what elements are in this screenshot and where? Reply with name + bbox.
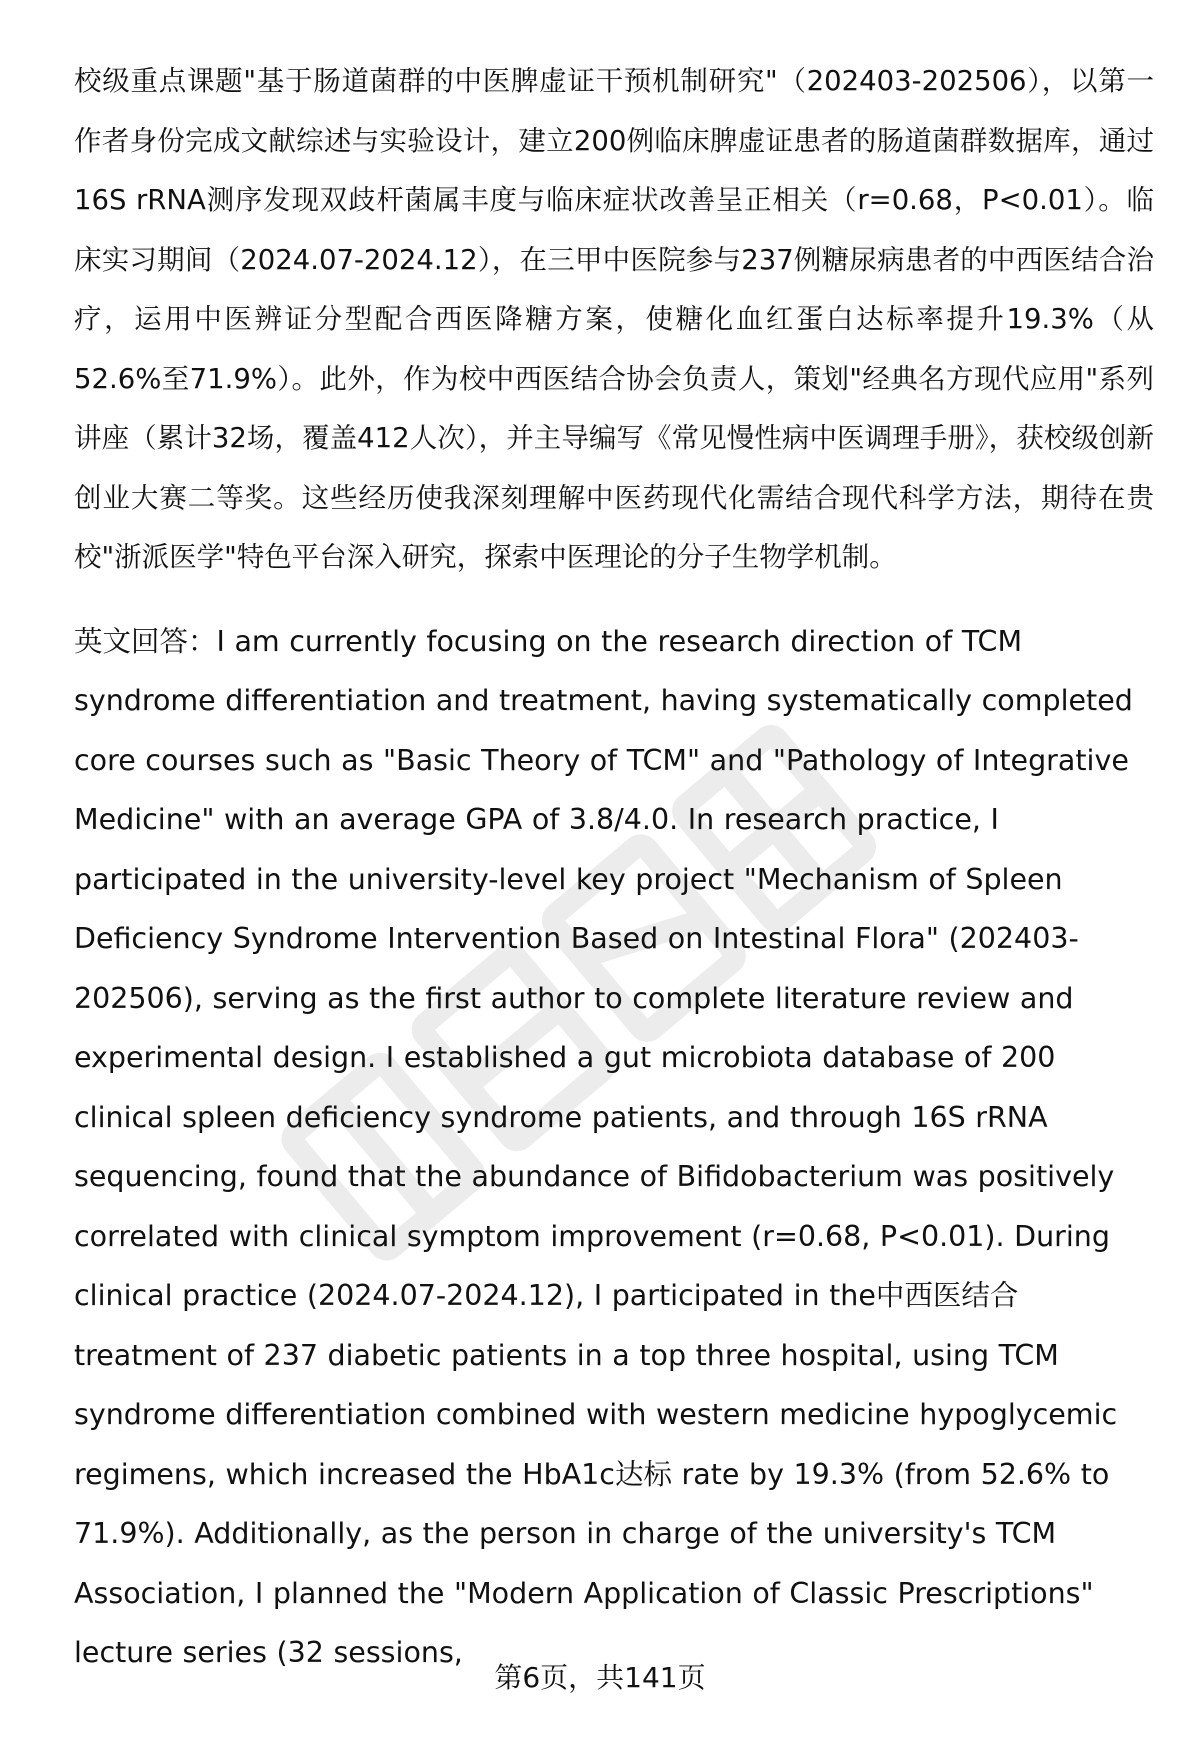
page-number: 第6页，共141页 — [494, 1661, 706, 1694]
document-page — [74, 52, 1154, 1683]
paragraph-english: 英文回答：I am currently focusing on the research direction of TCM syndrome differentiation and treatment, having systematically completed core courses such as "Basic Theory of TCM" and "Pathology of Integrative Medicine" with an average GPA of 3.8/4.0. In research practice, I participated in the university-level key project "Mechanism of Spleen Deficiency Syndrome Intervention Based on Intestinal Flora" (202403-202506), serving as the first author to complete literature review and experimental design. I established a gut microbiota database of 200 clinical spleen deficiency syndrome patients, and through 16S rRNA sequencing, found that the abundance of Bifidobacterium was positively correlated with clinical symptom improvement (r=0.68, P<0.01). During clinical practice (2024.07-2024.12), I participated in the中西医结合 treatment of 237 diabetic patients in a top three hospital, using TCM syndrome differentiation combined with western medicine hypoglycemic regimens, which increased the HbA1c达标 rate by 19.3% (from 52.6% to 71.9%). Additionally, as the person in charge of the university's TCM Association, I planned the "Modern Application of Classic Prescriptions" lecture series (32 sessions, — [74, 624, 1133, 1669]
paragraph-chinese: 校级重点课题"基于肠道菌群的中医脾虚证干预机制研究"（202403-202506），以第一作者身份完成文献综述与实验设计，建立200例临床脾虚证患者的肠道菌群数据库，通过16S rRNA测序发现双歧杆菌属丰度与临床症状改善呈正相关（r=0.68，P<0.01）。临床实习期间（2024.07-2024.12），在三甲中医院参与237例糖尿病患者的中西医结合治疗，运用中医辨证分型配合西医降糖方案，使糖化血红蛋白达标率提升19.3%（从52.6%至71.9%）。此外，作为校中西医结合协会负责人，策划"经典名方现代应用"系列讲座（累计32场，覆盖412人次），并主导编写《常见慢性病中医调理手册》，获校级创新创业大赛二等奖。这些经历使我深刻理解中医药现代化需结合现代科学方法，期待在贵校"浙派医学"特色平台深入研究，探索中医理论的分子生物学机制。 — [74, 65, 1154, 573]
